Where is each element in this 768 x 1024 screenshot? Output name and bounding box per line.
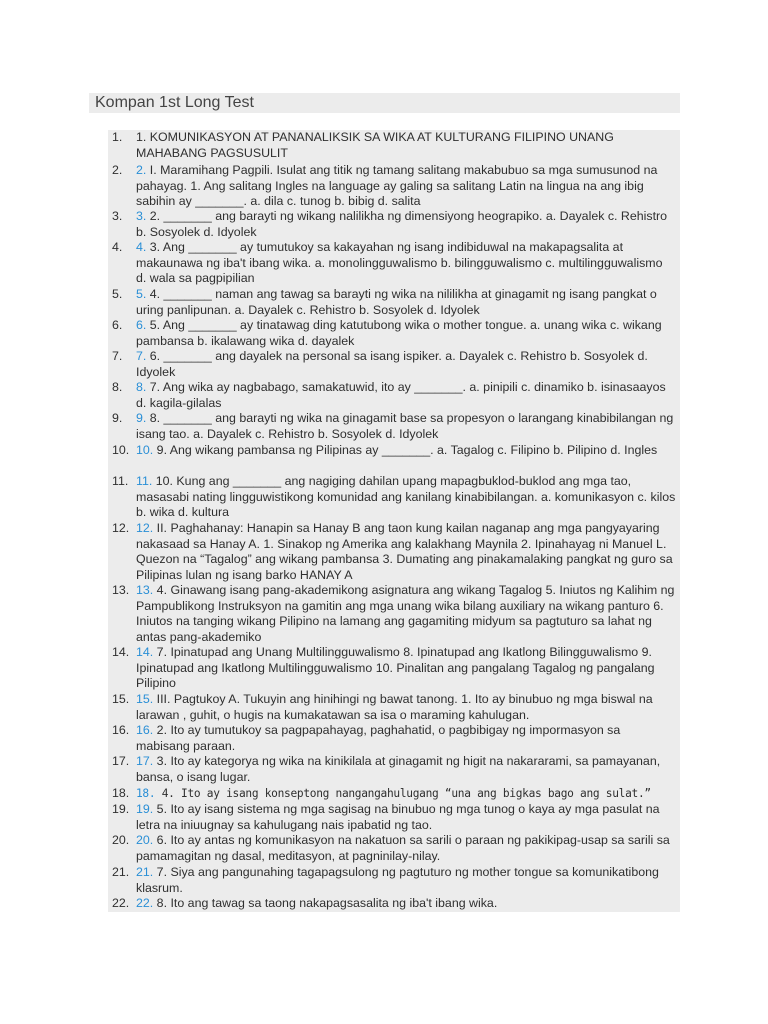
- item-text: 21. 7. Siya ang pangunahing tagapagsulong ng pagtuturo ng mother tongue sa komunikatibong klasrum.: [136, 865, 659, 895]
- item-text: 17. 3. Ito ay kategorya ng wika na kinikilala at ginagamit ng higit na nakararami, sa pamayanan, bansa, o isang lugar.: [136, 754, 661, 784]
- item-text: 11. 10. Kung ang _______ ang nagiging dahilan upang mapagbuklod-buklod ang mga tao, masasabi nating lingguwistikong komunidad ang kanilang kinabibilangan. a. komunikasyon c. kilos b. wika d. kultura: [136, 474, 676, 520]
- item-link[interactable]: 13.: [136, 583, 154, 597]
- item-number: 22.: [112, 896, 130, 910]
- item-text: 14. 7. Ipinatupad ang Unang Multilingguwalismo 8. Ipinatupad ang Ikatlong Bilingguwalismo 9. Ipinatupad ang Ikatlong Multilingguwalismo 10. Pinalitan ang pangalang Tagalog ng pangalang Pilipino: [136, 645, 655, 691]
- item-number: 20.: [112, 833, 130, 847]
- item-text: 9. 8. _______ ang barayti ng wika na ginagamit base sa propesyon o larangang kinabibilangan ng isang tao. a. Dayalek c. Rehistro b. Sosyolek d. Idyolek: [136, 411, 674, 441]
- item-link[interactable]: 7.: [136, 349, 147, 363]
- item-text: 18. 4. Ito ay isang konseptong nangangahulugang “una ang bigkas bago ang sulat.”: [136, 787, 651, 800]
- item-link[interactable]: 4.: [136, 240, 147, 254]
- item-number: 4.: [112, 240, 123, 254]
- item-link[interactable]: 14.: [136, 645, 154, 659]
- item-text: 10. 9. Ang wikang pambansa ng Pilipinas ay _______. a. Tagalog c. Filipino b. Pilipino d. Ingles: [136, 443, 658, 457]
- item-text: 16. 2. Ito ay tumutukoy sa pagpapahayag, paghahatid, o pagbibigay ng impormasyon sa mabisang paraan.: [136, 723, 621, 753]
- item-number: 12.: [112, 521, 130, 535]
- item-number: 19.: [112, 802, 130, 816]
- item-link[interactable]: 22.: [136, 896, 154, 910]
- item-text: 6. 5. Ang _______ ay tinatawag ding katutubong wika o mother tongue. a. unang wika c. wikang pambansa b. ikalawang wika d. dayalek: [136, 318, 662, 348]
- item-link[interactable]: 19.: [136, 802, 154, 816]
- item-number: 8.: [112, 380, 123, 394]
- item-link[interactable]: 2.: [136, 163, 147, 177]
- item-link[interactable]: 18.: [136, 787, 156, 800]
- item-text: 15. III. Pagtukoy A. Tukuyin ang hinihingi ng bawat tanong. 1. Ito ay binubuo ng mga biswal na larawan , guhit, o hugis na kumakatawan sa isa o maraming kahulugan.: [136, 692, 653, 722]
- item-text: 3. 2. _______ ang barayti ng wikang nalilikha ng dimensiyong heograpiko. a. Dayalek c. Rehistro b. Sosyolek d. Idyolek: [136, 209, 668, 239]
- item-number: 13.: [112, 583, 130, 597]
- item-number: 11.: [112, 474, 129, 488]
- item-number: 17.: [112, 754, 130, 768]
- document-title: Kompan 1st Long Test: [95, 94, 254, 111]
- item-link[interactable]: 20.: [136, 833, 154, 847]
- item-number: 15.: [112, 692, 130, 706]
- item-number: 18.: [112, 786, 130, 800]
- document-title-bar: [89, 93, 680, 113]
- item-link[interactable]: 5.: [136, 287, 147, 301]
- item-link[interactable]: 9.: [136, 411, 147, 425]
- item-text: 13. 4. Ginawang isang pang-akademikong asignatura ang wikang Tagalog 5. Iniutos ng Kalihim ng Pampublikong Instruksyon na gamitin ang mga unang wika bilang auxiliary na wikang panturo 6. Iniutos na tanging wikang Pilipino na lamang ang gagamiting midyum sa pagtuturo sa lahat ng antas pang-akademiko: [136, 583, 675, 644]
- item-link[interactable]: 6.: [136, 318, 147, 332]
- item-link[interactable]: 11.: [136, 474, 153, 488]
- item-text: 8. 7. Ang wika ay nagbabago, samakatuwid, ito ay _______. a. pinipili c. dinamiko b. isinasaayos d. kagila-gilalas: [136, 380, 666, 410]
- item-text: 19. 5. Ito ay isang sistema ng mga sagisag na binubuo ng mga tunog o kaya ay mga pasulat na letra na iniuugnay sa kahulugang nais ipabatid ng tao.: [136, 802, 660, 832]
- item-number: 14.: [112, 645, 130, 659]
- item-number: 6.: [112, 318, 123, 332]
- item-number: 9.: [112, 411, 123, 425]
- item-link[interactable]: 12.: [136, 521, 154, 535]
- item-text: 2. I. Maramihang Pagpili. Isulat ang titik ng tamang salitang makabubuo sa mga sumusunod na pahayag. 1. Ang salitang Ingles na language ay galing sa salitang Latin na lingua na ang ibig sabihin ay _______. a. dila c. tunog b. bibig d. salita: [136, 163, 658, 209]
- item-link[interactable]: 21.: [136, 865, 154, 879]
- item-text: 20. 6. Ito ay antas ng komunikasyon na nakatuon sa sarili o paraan ng pakikipag-usap sa sarili sa pamamagitan ng dasal, meditasyon, at pagninilay-nilay.: [136, 833, 670, 863]
- item-number: 5.: [112, 287, 123, 301]
- item-number: 7.: [112, 349, 123, 363]
- item-number: 3.: [112, 209, 123, 223]
- item-link[interactable]: 8.: [136, 380, 147, 394]
- item-text: 7. 6. _______ ang dayalek na personal sa isang ispiker. a. Dayalek c. Rehistro b. Sosyolek d. Idyolek: [136, 349, 648, 379]
- item-text: 1. KOMUNIKASYON AT PANANALIKSIK SA WIKA AT KULTURANG FILIPINO UNANG MAHABANG PAGSUSULIT: [136, 130, 614, 160]
- item-link[interactable]: 16.: [136, 723, 154, 737]
- item-link[interactable]: 3.: [136, 209, 147, 223]
- item-number: 1.: [112, 130, 123, 144]
- item-number: 16.: [112, 723, 130, 737]
- item-link[interactable]: 10.: [136, 443, 154, 457]
- item-text: 22. 8. Ito ang tawag sa taong nakapagsasalita ng iba't ibang wika.: [136, 896, 498, 910]
- item-number: 21.: [112, 865, 130, 879]
- item-link[interactable]: 17.: [136, 754, 154, 768]
- item-text: 5. 4. _______ naman ang tawag sa barayti ng wika na nililikha at ginagamit ng isang pangkat o uring panlipunan. a. Dayalek c. Rehistro b. Sosyolek d. Idyolek: [136, 287, 657, 317]
- item-number: 10.: [112, 443, 130, 457]
- item-text: 4. 3. Ang _______ ay tumutukoy sa kakayahan ng isang indibiduwal na makapagsalita at makaunawa ng iba't ibang wika. a. monolingguwalismo b. bilingguwalismo c. multilingguwalismo d. wala sa pagpipilian: [136, 240, 663, 286]
- question-list: [108, 130, 680, 912]
- item-link[interactable]: 15.: [136, 692, 154, 706]
- item-number: 2.: [112, 163, 123, 177]
- item-text: 12. II. Paghahanay: Hanapin sa Hanay B ang taon kung kailan naganap ang mga pangyayaring nakasaad sa Hanay A. 1. Sinakop ng Amerika ang kalakhang Maynila 2. Ipinahayag ni Manuel L. Quezon na “Tagalog” ang wikang pambansa 3. Dumating ang pinakamalaking pangkat ng guro sa Pilipinas lulan ng isang barko HANAY A: [136, 521, 673, 582]
